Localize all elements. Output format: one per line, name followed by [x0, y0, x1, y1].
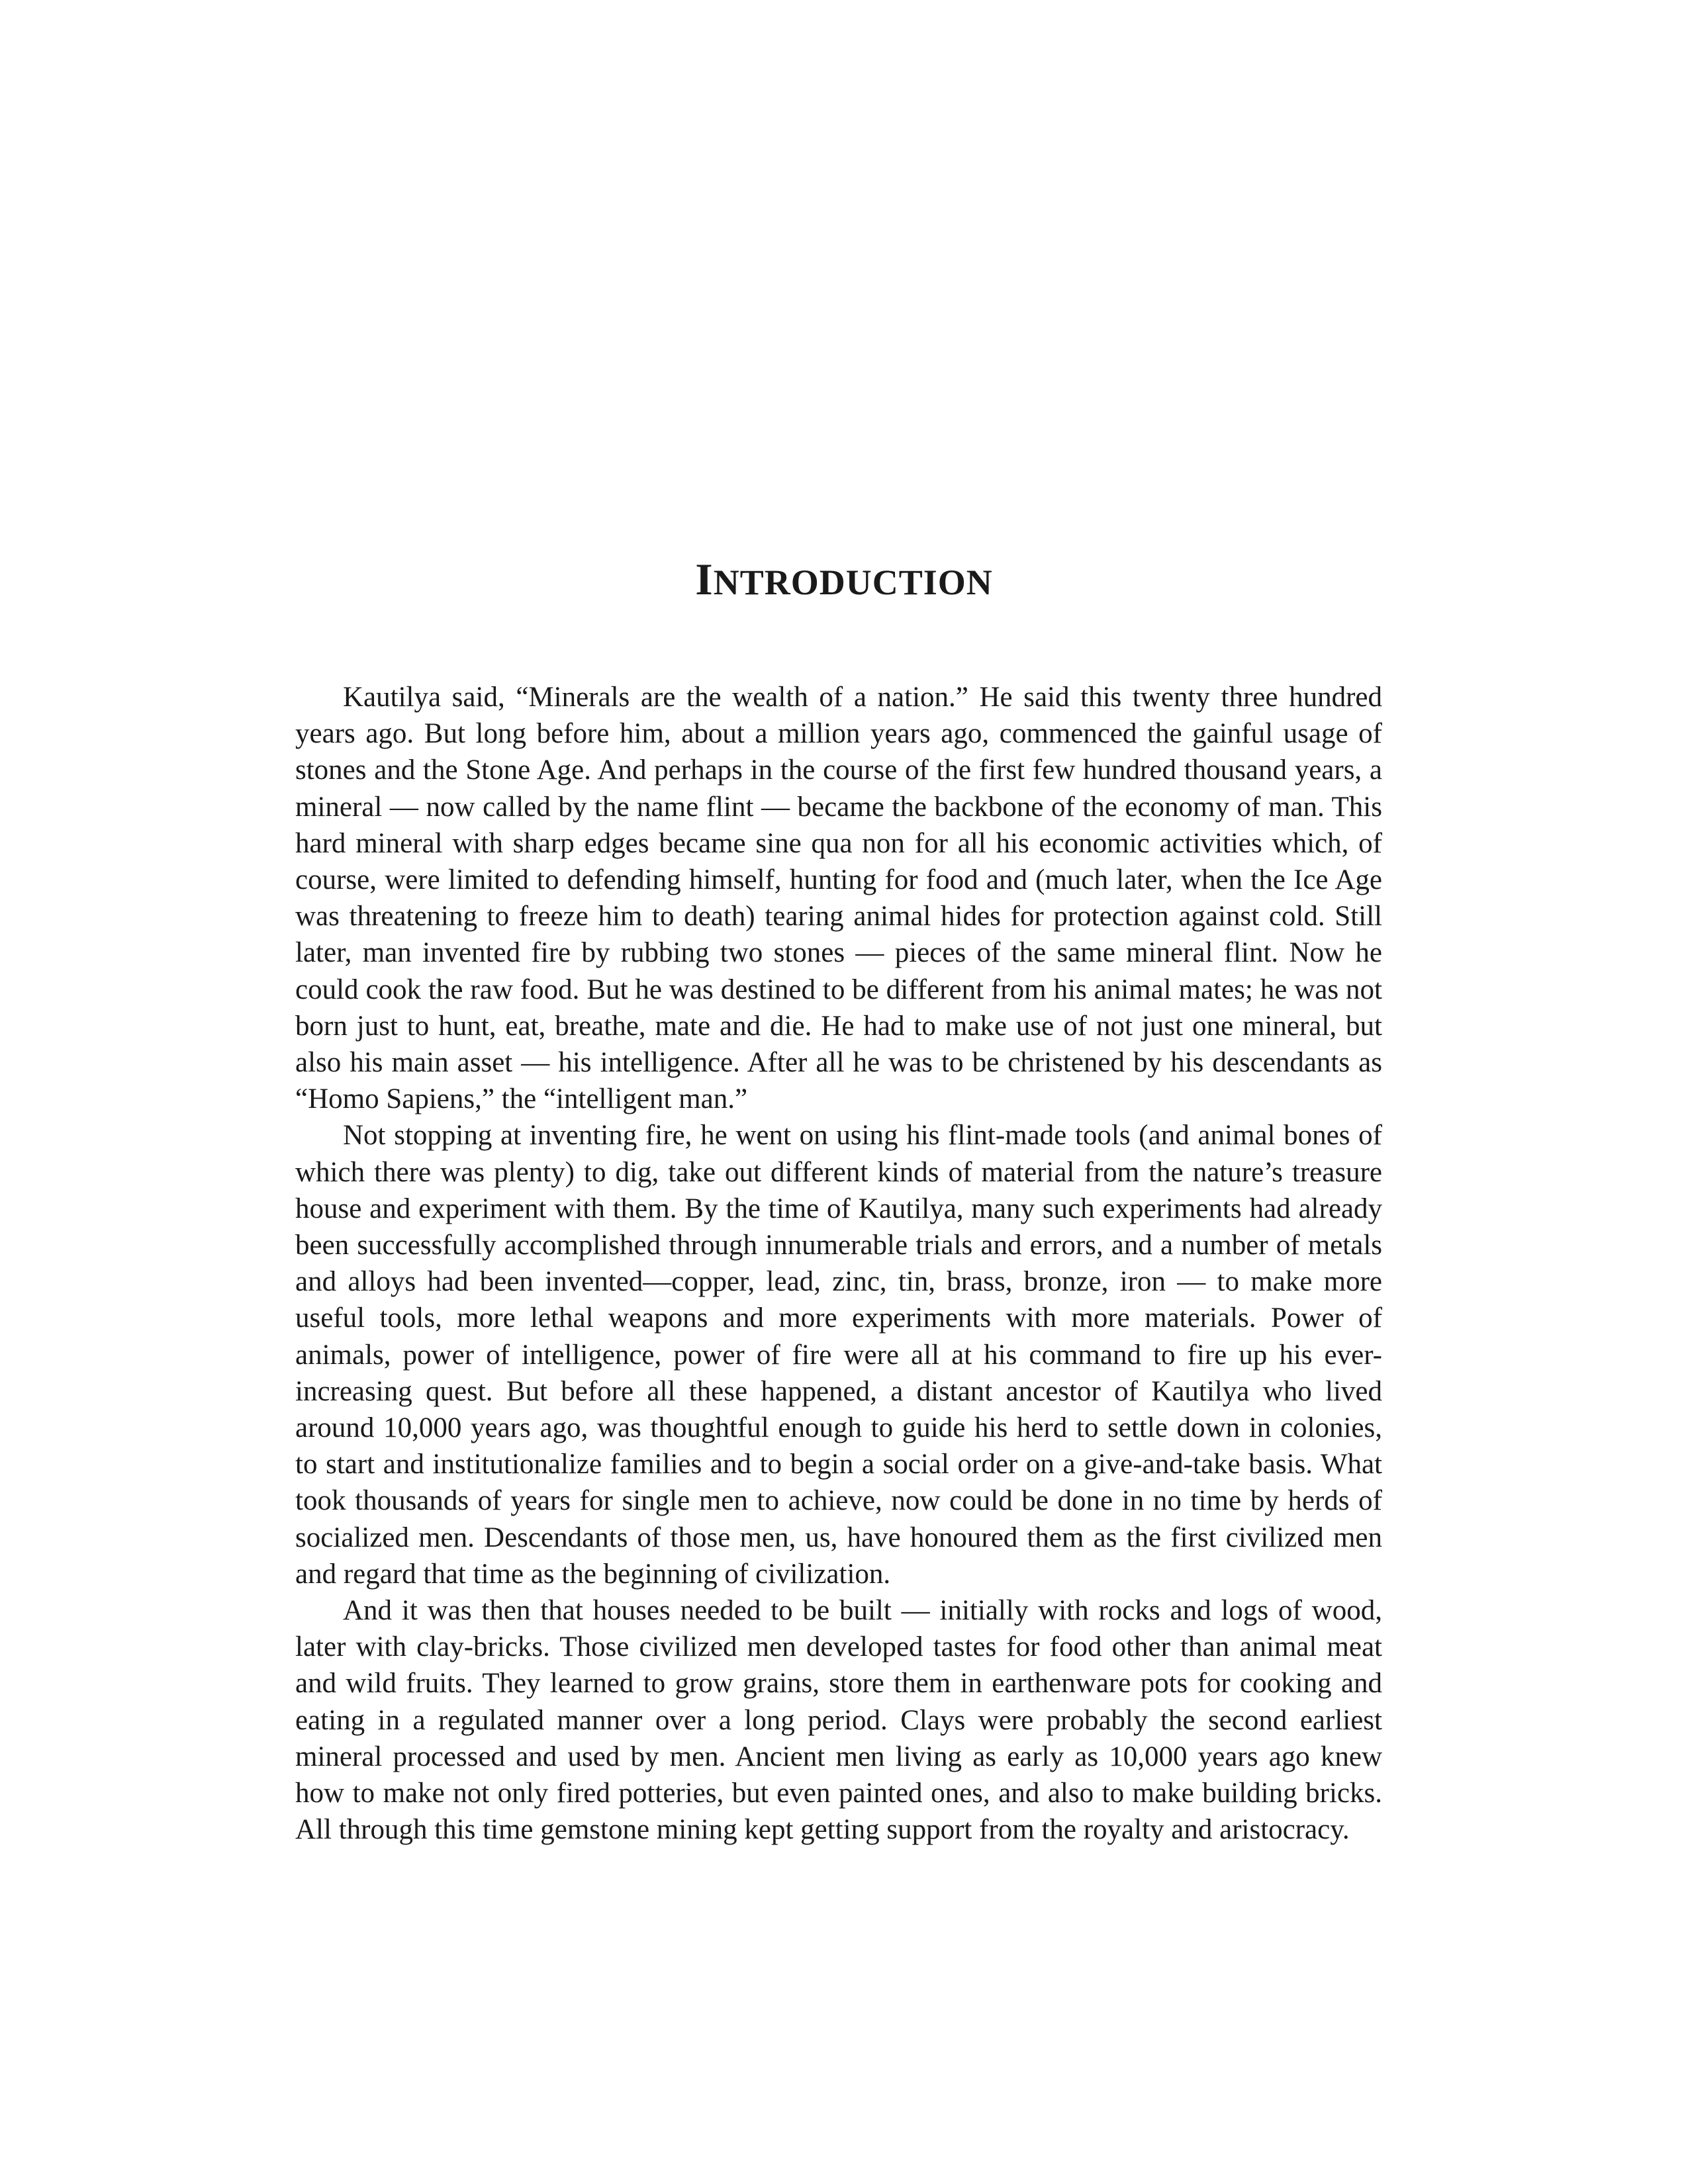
paragraph-2: Not stopping at inventing fire, he went on using his flint-made tools (and animal bones of which there was plenty) to dig, take out different kinds of material from the nature’s treasure house and experiment with them. By the time of Kautilya, many such experiments had already been successfully accomplished through innumerable trials and errors, and a number of metals and alloys had been invented—copper, lead, zinc, tin, brass, bronze, iron — to make more useful tools, more lethal weapons and more experiments with more materials. Power of animals, power of intelligence, power of fire were all at his command to fire up his ever-increasing quest. But before all these happened, a distant ancestor of Kautilya who lived around 10,000 years ago, was thoughtful enough to guide his herd to settle down in colonies, to start and institutionalize families and to begin a social order on a give-and-take basis. What took thousands of years for single men to achieve, now could be done in no time by herds of socialized men. Descendants of those men, us, have honoured them as the first civilized men and regard that time as the beginning of civilization. — [295, 1120, 1382, 1590]
chapter-title-rest: NTRODUCTION — [713, 563, 993, 602]
chapter-body — [295, 679, 1382, 1848]
paragraph-3: And it was then that houses needed to be built — initially with rocks and logs of wood, later with clay-bricks. Those civilized men developed tastes for food other than animal meat and wild fruits. They learned to grow grains, store them in earthenware pots for cooking and eating in a regulated manner over a long period. Clays were probably the second earliest mineral processed and used by men. Ancient men living as early as 10,000 years ago knew how to make not only fired potteries, but even painted ones, and also to make building bricks. All through this time gemstone mining kept getting support from the royalty and aristocracy. — [295, 1595, 1382, 1846]
paragraph-1: Kautilya said, “Minerals are the wealth of a nation.” He said this twenty three hundred years ago. But long before him, about a million years ago, commenced the gainful usage of stones and the Stone Age. And perhaps in the course of the first few hundred thousand years, a mineral — now called by the name flint — became the backbone of the economy of man. This hard mineral with sharp edges became sine qua non for all his economic activities which, of course, were limited to defending himself, hunting for food and (much later, when the Ice Age was threatening to freeze him to death) tearing animal hides for protection against cold. Still later, man invented fire by rubbing two stones — pieces of the same mineral flint. Now he could cook the raw food. But he was destined to be different from his animal mates; he was not born just to hunt, eat, breathe, mate and die. He had to make use of not just one mineral, but also his main asset — his intelligence. After all he was to be christened by his descendants as “Homo Sapiens,” the “intelligent man.” — [295, 682, 1382, 1115]
chapter-title-initial: I — [695, 554, 714, 604]
chapter-title — [0, 549, 1688, 612]
